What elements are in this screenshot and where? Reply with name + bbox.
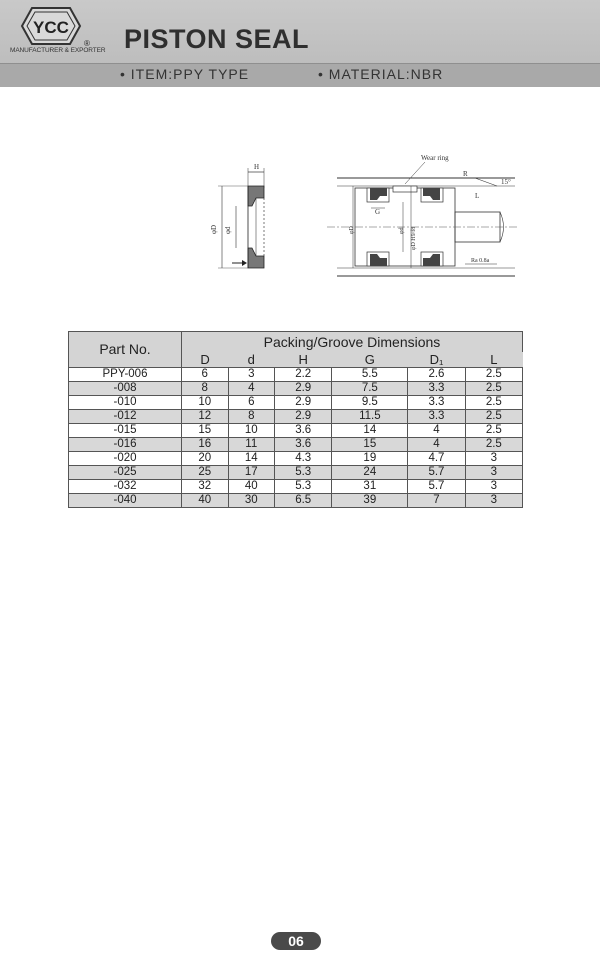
cell-d: 40 — [228, 480, 275, 494]
cell-part: -010 — [69, 396, 182, 410]
cell-G: 14 — [332, 424, 408, 438]
table-row — [69, 382, 523, 396]
cell-G: 19 — [332, 452, 408, 466]
cell-L: 2.5 — [465, 382, 522, 396]
col-d: d — [228, 352, 275, 368]
dim-label-d: φd — [224, 226, 232, 234]
col-G: G — [332, 352, 408, 368]
cell-G: 9.5 — [332, 396, 408, 410]
cell-D1: 5.7 — [408, 480, 465, 494]
cell-D: 10 — [182, 396, 229, 410]
cell-H: 2.2 — [275, 368, 332, 382]
cell-d: 3 — [228, 368, 275, 382]
logo-registered-mark: ® — [84, 39, 90, 48]
table-row — [69, 466, 523, 480]
cell-D1: 4 — [408, 424, 465, 438]
cell-d: 17 — [228, 466, 275, 480]
cell-D1: 3.3 — [408, 382, 465, 396]
cell-part: -032 — [69, 480, 182, 494]
part-no-header: Part No. — [69, 332, 182, 368]
table-row — [69, 494, 523, 508]
label-d-tol: φd — [399, 227, 405, 234]
cell-D: 25 — [182, 466, 229, 480]
logo-text: YCC — [33, 18, 69, 37]
cell-d: 6 — [228, 396, 275, 410]
cell-H: 5.3 — [275, 480, 332, 494]
page-title: PISTON SEAL — [124, 24, 310, 54]
table-body — [69, 368, 523, 508]
cell-G: 39 — [332, 494, 408, 508]
packing-groove-header: Packing/Groove Dimensions — [182, 332, 523, 353]
cell-part: -020 — [69, 452, 182, 466]
material-type: • MATERIAL:NBR — [318, 66, 444, 82]
cell-H: 6.5 — [275, 494, 332, 508]
cell-D: 40 — [182, 494, 229, 508]
cell-G: 11.5 — [332, 410, 408, 424]
cell-L: 3 — [465, 480, 522, 494]
cell-d: 8 — [228, 410, 275, 424]
cell-part: -025 — [69, 466, 182, 480]
cell-D1: 4 — [408, 438, 465, 452]
label-L: L — [475, 192, 480, 200]
cell-d: 30 — [228, 494, 275, 508]
table-row — [69, 368, 523, 382]
cell-L: 2.5 — [465, 368, 522, 382]
cell-L: 3 — [465, 494, 522, 508]
cell-part: PPY-006 — [69, 368, 182, 382]
cell-D1: 3.3 — [408, 410, 465, 424]
cell-H: 2.9 — [275, 396, 332, 410]
table-row — [69, 396, 523, 410]
table-row — [69, 424, 523, 438]
col-D1: D₁ — [408, 352, 465, 368]
cell-d: 11 — [228, 438, 275, 452]
label-D-h9: φD H9/f8 — [411, 226, 417, 250]
cell-L: 2.5 — [465, 424, 522, 438]
cell-G: 31 — [332, 480, 408, 494]
cell-H: 5.3 — [275, 466, 332, 480]
table-row — [69, 480, 523, 494]
table-row — [69, 410, 523, 424]
cell-part: -015 — [69, 424, 182, 438]
label-ra: Ra 0.8a — [471, 258, 490, 264]
cell-D: 15 — [182, 424, 229, 438]
cell-L: 3 — [465, 452, 522, 466]
table-row — [69, 438, 523, 452]
cell-d: 14 — [228, 452, 275, 466]
label-D-tol: φD — [349, 226, 355, 234]
label-G: G — [375, 208, 381, 216]
col-H: H — [275, 352, 332, 368]
cell-G: 7.5 — [332, 382, 408, 396]
cell-L: 3 — [465, 466, 522, 480]
logo-caption: MANUFACTURER & EXPORTER — [10, 47, 106, 54]
cell-H: 4.3 — [275, 452, 332, 466]
cell-d: 4 — [228, 382, 275, 396]
cell-G: 5.5 — [332, 368, 408, 382]
header-band — [0, 63, 600, 87]
cell-G: 15 — [332, 438, 408, 452]
col-L: L — [465, 352, 522, 368]
cell-D1: 5.7 — [408, 466, 465, 480]
label-angle: 15° — [501, 178, 511, 186]
table-header-row — [69, 332, 523, 353]
cell-D: 16 — [182, 438, 229, 452]
seal-section-drawing — [200, 160, 295, 275]
cell-D: 6 — [182, 368, 229, 382]
cell-D: 32 — [182, 480, 229, 494]
cell-D1: 3.3 — [408, 396, 465, 410]
cell-H: 2.9 — [275, 382, 332, 396]
item-type: • ITEM:PPY TYPE — [120, 66, 250, 82]
groove-installation-drawing — [325, 150, 520, 290]
cell-part: -016 — [69, 438, 182, 452]
cell-L: 2.5 — [465, 438, 522, 452]
label-R: R — [463, 170, 468, 178]
dimension-table — [68, 331, 523, 508]
cell-part: -040 — [69, 494, 182, 508]
table-row — [69, 452, 523, 466]
cell-part: -008 — [69, 382, 182, 396]
cell-H: 3.6 — [275, 438, 332, 452]
cell-D1: 7 — [408, 494, 465, 508]
cell-D1: 4.7 — [408, 452, 465, 466]
dim-label-h: H — [254, 163, 260, 171]
cell-D: 8 — [182, 382, 229, 396]
cell-d: 10 — [228, 424, 275, 438]
cell-D: 20 — [182, 452, 229, 466]
page-header — [0, 0, 600, 86]
cell-D1: 2.6 — [408, 368, 465, 382]
cell-L: 2.5 — [465, 410, 522, 424]
cell-L: 2.5 — [465, 396, 522, 410]
dim-label-D: φD — [210, 224, 218, 234]
cell-H: 3.6 — [275, 424, 332, 438]
cell-part: -012 — [69, 410, 182, 424]
page-number: 06 — [271, 932, 321, 950]
cell-D: 12 — [182, 410, 229, 424]
label-wear-ring: Wear ring — [421, 154, 449, 162]
cell-G: 24 — [332, 466, 408, 480]
col-D: D — [182, 352, 229, 368]
cell-H: 2.9 — [275, 410, 332, 424]
